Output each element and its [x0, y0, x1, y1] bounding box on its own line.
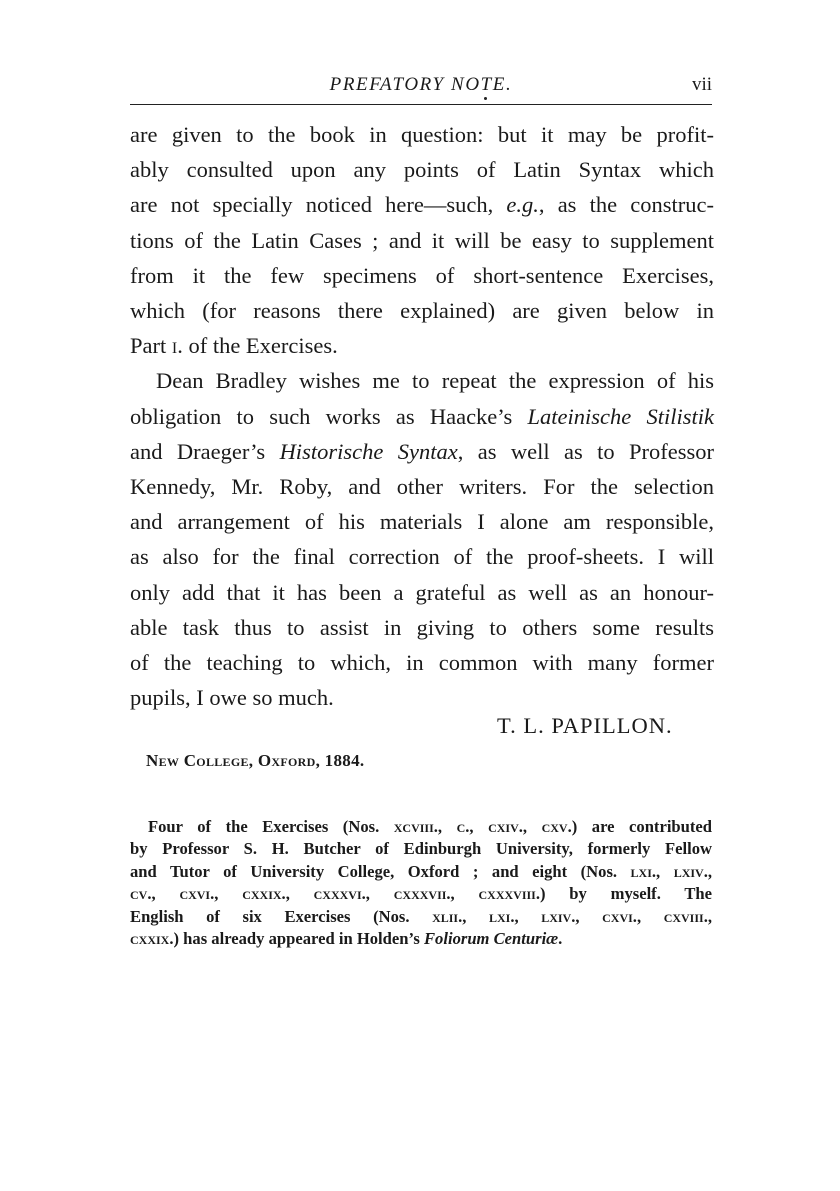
footnote-line: by Professor S. H. Butcher of Edinburgh University, formerly Fellow [130, 839, 712, 859]
running-title: PREFATORY NOTE. [329, 74, 513, 95]
body-line: Dean Bradley wishes me to repeat the expression of his [156, 368, 714, 394]
footnote-line: cv., cxvi., cxxix., cxxxvi., cxxxvii., cxxxviii.) by myself. The [130, 884, 712, 904]
body-line: only add that it has been a grateful as well as an honour- [130, 579, 714, 605]
body-line: from it the few specimens of short-sentence Exercises, [130, 262, 714, 288]
footnote [130, 816, 712, 950]
body-text [130, 117, 714, 715]
page-number: vii [691, 74, 712, 95]
signature: T. L. PAPILLON. [497, 713, 673, 738]
body-line: are not specially noticed here—such, e.g., as the construc- [130, 192, 714, 218]
body-line: pupils, I owe so much. [130, 685, 334, 711]
footnote-line: and Tutor of University College, Oxford ; and eight (Nos. lxi., lxiv., [130, 861, 712, 881]
body-line: ably consulted upon any points of Latin Syntax which [130, 157, 714, 183]
body-line: which (for reasons there explained) are given below in [130, 298, 714, 324]
body-line: Kennedy, Mr. Roby, and other writers. For the selection [130, 474, 714, 500]
header-rule [130, 104, 712, 105]
footnote-line: English of six Exercises (Nos. xlii., lxi., lxiv., cxvi., cxviii., [130, 906, 712, 926]
body-line: obligation to such works as Haacke’s Lateinische Stilistik [130, 403, 714, 429]
body-line: able task thus to assist in giving to others some results [130, 614, 714, 640]
body-line: and Draeger’s Historische Syntax, as well as to Professor [130, 438, 714, 464]
footnote-line: Four of the Exercises (Nos. xcviii., c., cxiv., cxv.) are contributed [148, 817, 713, 836]
body-line: tions of the Latin Cases ; and it will be easy to supplement [130, 227, 714, 253]
body-line: Part i. of the Exercises. [130, 333, 338, 359]
footnote-line: cxxix.) has already appeared in Holden’s Foliorum Centuriæ. [130, 929, 563, 949]
body-line: of the teaching to which, in common with many former [130, 650, 714, 676]
body-line: are given to the book in question: but it may be profit- [130, 122, 714, 147]
page-header [130, 74, 712, 100]
body-line: and arrangement of his materials I alone am responsible, [130, 509, 714, 535]
rule-dot [484, 97, 487, 100]
body-line: as also for the final correction of the proof-sheets. I will [130, 544, 714, 570]
place-date: New College, Oxford, 1884. [146, 751, 365, 770]
